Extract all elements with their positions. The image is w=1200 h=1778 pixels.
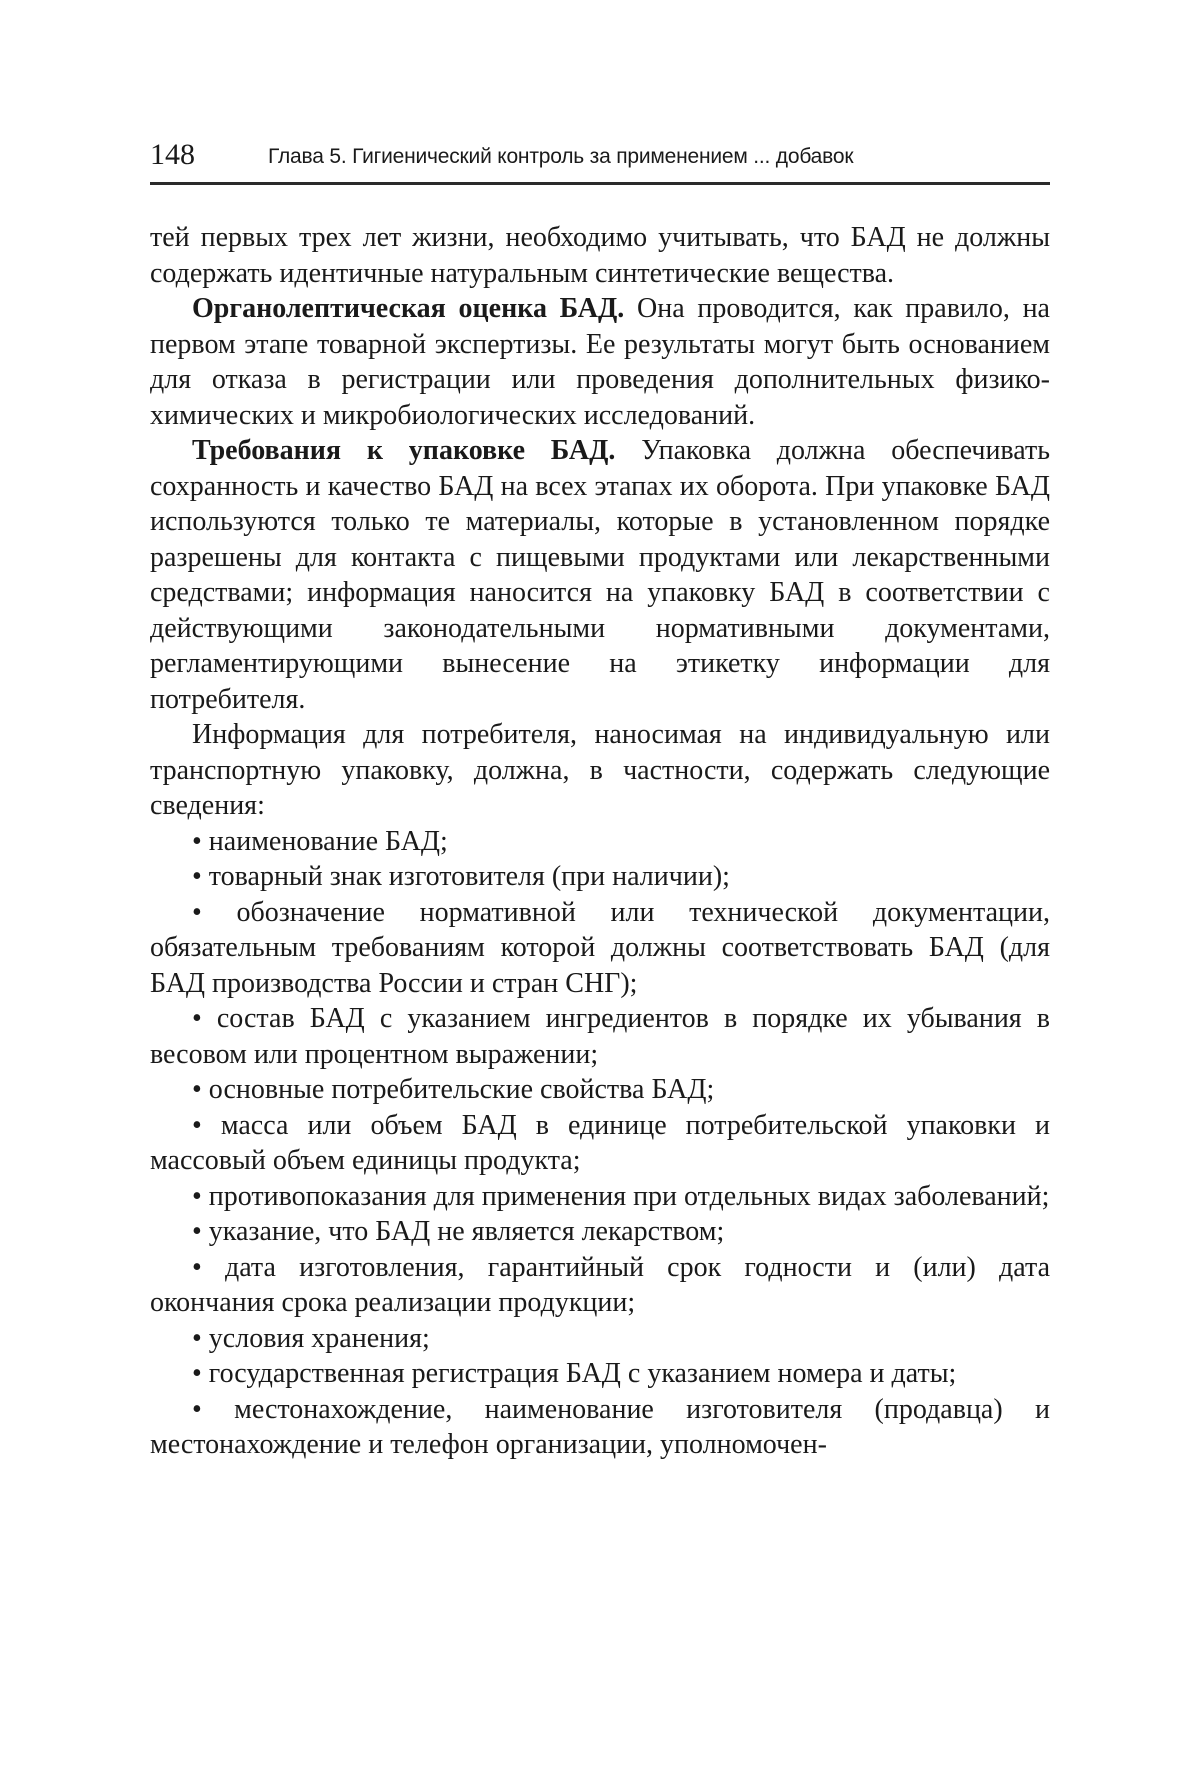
- paragraph-lead: Органолептическая оценка БАД.: [192, 293, 625, 324]
- page-number: 148: [150, 138, 195, 171]
- paragraph-text: Она проводится, как правило, на первом этапе товарной экспертизы. Ее результаты могут быть основанием для отказа в регистрации или проведения дополнительных физико-химических и микробиологических исследований.: [150, 293, 1050, 431]
- body-text: [150, 220, 1050, 1463]
- paragraph-text: тей первых трех лет жизни, необходимо учитывать, что БАД не должны содержать идентичные натуральным синтетические вещества.: [150, 222, 1050, 289]
- list-item: • условия хранения;: [192, 1322, 430, 1354]
- list-item: • основные потребительские свойства БАД;: [192, 1074, 715, 1105]
- paragraph-organoleptic: [150, 291, 1050, 433]
- paragraph-text: Информация для потребителя, наносимая на индивидуальную или транспортную упаковку, должна, в частности, содержать следующие сведения:: [150, 719, 1050, 821]
- paragraph-text: Упаковка должна обеспечивать сохранность и качество БАД на всех этапах их оборота. При упаковке БАД используются только те материалы, которые в установленном порядке разрешены для контакта с пищевыми продуктами или лекарственными средствами; информация наносится на упаковку БАД в соответствии с действующими законодательными нормативными документами, регламентирующими вынесение на этикетку информации для потребителя.: [150, 435, 1050, 715]
- list-item: • указание, что БАД не является лекарством;: [192, 1216, 725, 1247]
- list-item: • государственная регистрация БАД с указанием номера и даты;: [192, 1358, 957, 1389]
- list-item: • противопоказания для применения при отдельных видах заболеваний;: [192, 1180, 1050, 1212]
- list-item: • дата изготовления, гарантийный срок годности и (или) дата окончания срока реализации продукции;: [150, 1251, 1050, 1318]
- list-item: • состав БАД с указанием ингредиентов в порядке их убывания в весовом или процентном выражении;: [150, 1003, 1050, 1070]
- list-item: • масса или объем БАД в единице потребительской упаковки и массовый объем единицы продукта;: [150, 1109, 1050, 1176]
- paragraph-packaging: [150, 433, 1050, 717]
- paragraph-lead: Требования к упаковке БАД.: [192, 435, 616, 466]
- running-head: [150, 138, 1050, 185]
- list-item: • товарный знак изготовителя (при наличии);: [192, 861, 730, 892]
- list-item: • местонахождение, наименование изготовителя (продавца) и местонахождение и телефон организации, уполномочен-: [150, 1393, 1050, 1460]
- paragraph-continuation: [150, 220, 1050, 291]
- paragraph-consumer-info: [150, 717, 1050, 824]
- list-item: • обозначение нормативной или технической документации, обязательным требованиям которой должны соответствовать БАД (для БАД производства России и стран СНГ);: [150, 896, 1050, 999]
- chapter-title: Глава 5. Гигиенический контроль за применением ... добавок: [268, 145, 854, 168]
- list-item: • наименование БАД;: [192, 825, 448, 857]
